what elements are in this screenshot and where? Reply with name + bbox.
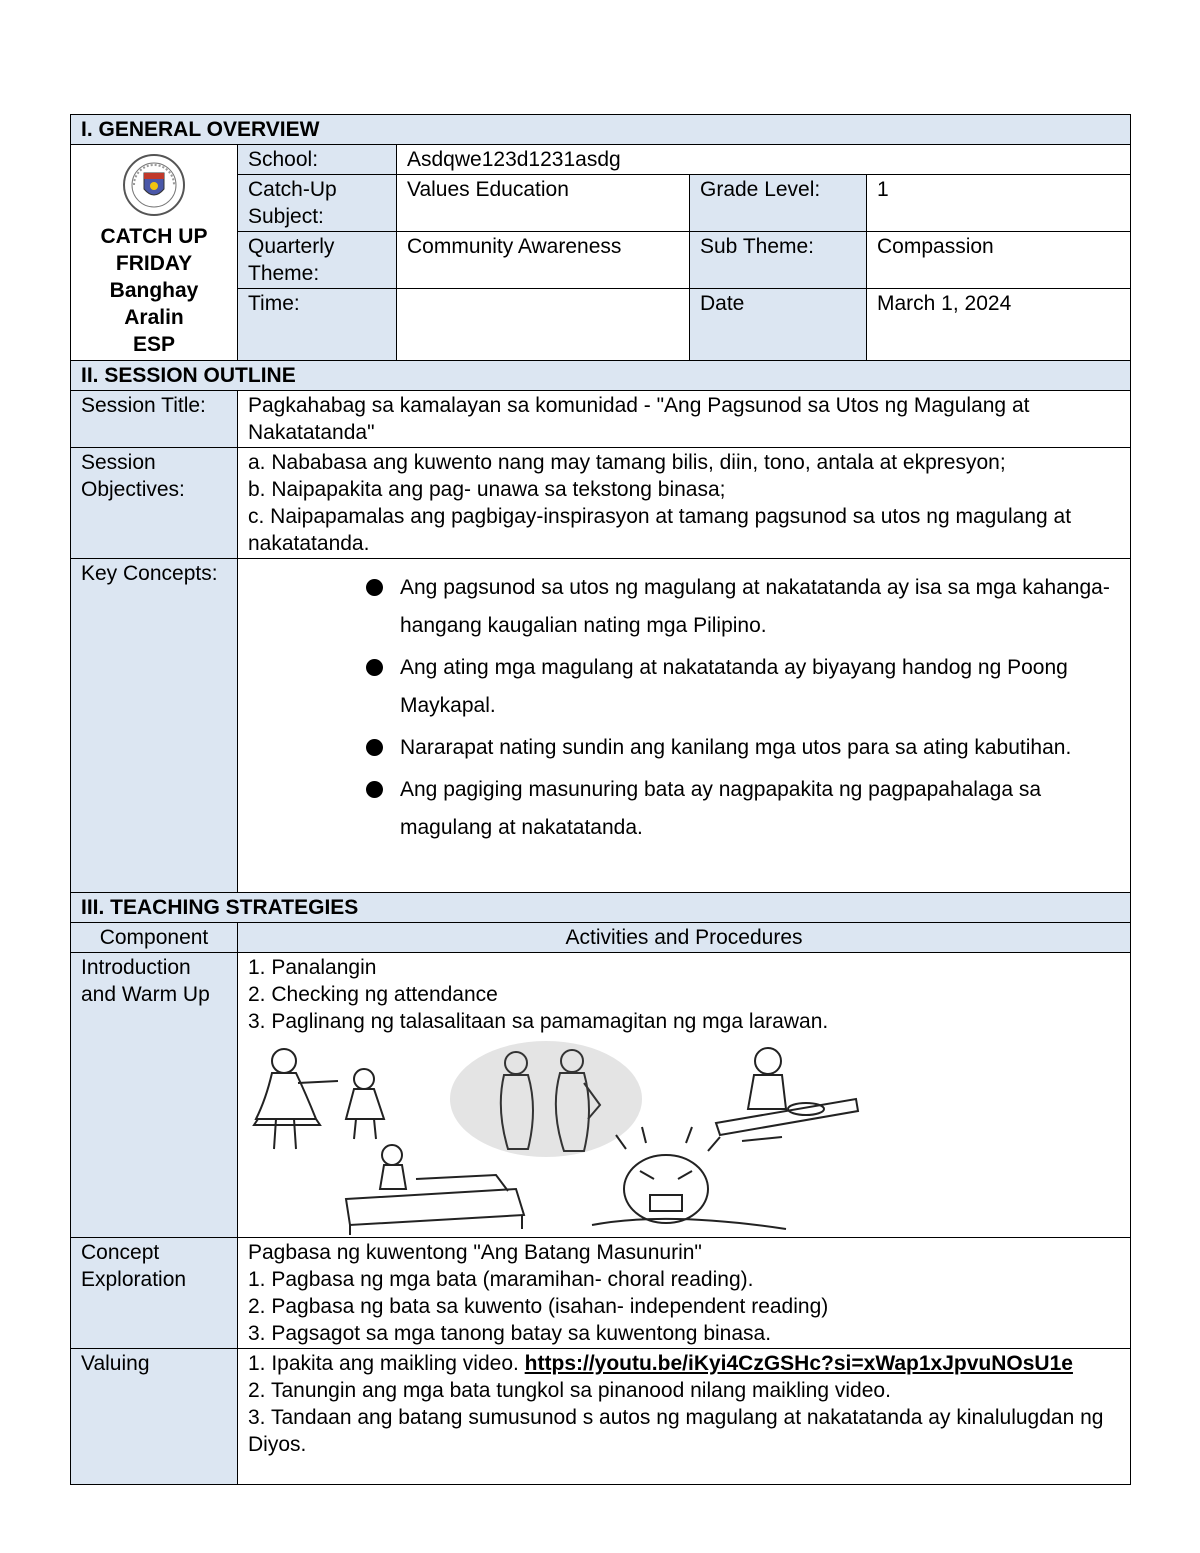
section-heading-overview: I. GENERAL OVERVIEW	[71, 115, 1131, 145]
bullet-icon	[366, 579, 383, 596]
picture-girl-washing	[716, 1048, 858, 1141]
grade-level-label: Grade Level:	[690, 175, 867, 232]
logo-cell	[71, 145, 238, 361]
quarterly-theme-value: Community Awareness	[397, 232, 690, 289]
key-concepts-list	[238, 559, 1131, 893]
vocabulary-pictures	[246, 1039, 886, 1237]
school-value: Asdqwe123d1231asdg	[397, 145, 1131, 175]
valuing-activities	[238, 1349, 1131, 1485]
section-heading-outline: II. SESSION OUTLINE	[71, 361, 1131, 391]
intro-warmup-label: Introduction and Warm Up	[71, 953, 238, 1238]
time-value	[397, 289, 690, 361]
concept-text: Ang pagsunod sa utos ng magulang at nakatatanda ay isa sa mga kahanga-hangang kaugalian nating mga Pilipino.	[400, 576, 1110, 637]
activity-item: 1. Panalangin	[248, 956, 377, 979]
concept-text: Ang ating mga magulang at nakatatanda ay biyayang handog ng Poong Maykapal.	[400, 656, 1068, 717]
activity-item: 2. Tanungin ang mga bata tungkol sa pinanood nilang maikling video.	[248, 1379, 891, 1402]
activity-item: 2. Pagbasa ng bata sa kuwento (isahan- independent reading)	[248, 1295, 829, 1318]
activity-item: 3. Pagsagot sa mga tanong batay sa kuwentong binasa.	[248, 1322, 772, 1345]
picture-crying-child	[592, 1127, 786, 1229]
section-heading-strategies: III. TEACHING STRATEGIES	[71, 893, 1131, 923]
objective-item: a. Nababasa ang kuwento nang may tamang bilis, diin, tono, antala at ekpresyon;	[248, 451, 1006, 474]
concept-item	[248, 729, 1120, 767]
session-title-value: Pagkahabag sa kamalayan sa komunidad - "Ang Pagsunod sa Utos ng Magulang at Nakatatanda"	[238, 391, 1131, 448]
concept-text: Nararapat nating sundin ang kanilang mga utos para sa ating kabutihan.	[400, 736, 1072, 759]
logo-text-line: CATCH UP	[100, 225, 208, 248]
video-link[interactable]: https://youtu.be/iKyi4CzGSHc?si=xWap1xJpvuNOsU1e	[524, 1352, 1073, 1375]
intro-warmup-activities	[238, 953, 1131, 1238]
quarterly-theme-label: Quarterly Theme:	[238, 232, 397, 289]
concept-item	[248, 569, 1120, 645]
concept-exploration-activities	[238, 1238, 1131, 1349]
objective-item: b. Naipapakita ang pag- unawa sa tekstong binasa;	[248, 478, 726, 501]
sub-theme-value: Compassion	[867, 232, 1131, 289]
lesson-plan-table	[70, 114, 1131, 1485]
sub-theme-label: Sub Theme:	[690, 232, 867, 289]
session-objectives-list	[238, 448, 1131, 559]
activity-item: 1. Pagbasa ng mga bata (maramihan- choral reading).	[248, 1268, 754, 1291]
concept-text: Ang pagiging masunuring bata ay nagpapakita ng pagpapahalaga sa magulang at nakatatanda.	[400, 778, 1042, 839]
logo-text-line: Aralin	[124, 306, 184, 329]
date-value: March 1, 2024	[867, 289, 1131, 361]
logo-text-line: Banghay	[109, 279, 199, 302]
date-label: Date	[690, 289, 867, 361]
concept-item	[248, 771, 1120, 847]
logo-text-line: ESP	[132, 333, 176, 356]
objective-item: c. Naipapamalas ang pagbigay-inspirasyon at tamang pagsunod sa utos ng magulang at nakatatanda.	[248, 505, 1072, 555]
activity-item: Pagbasa ng kuwentong "Ang Batang Masunurin"	[248, 1241, 702, 1264]
concept-item	[248, 649, 1120, 725]
picture-mother-child	[254, 1049, 384, 1149]
key-concepts-label: Key Concepts:	[71, 559, 238, 893]
component-header: Component	[71, 923, 238, 953]
picture-bed-making	[346, 1145, 524, 1235]
time-label: Time:	[238, 289, 397, 361]
activities-header: Activities and Procedures	[238, 923, 1131, 953]
picture-two-women	[450, 1041, 642, 1157]
video-item-text: 1. Ipakita ang maikling video.	[248, 1352, 525, 1375]
bullet-icon	[366, 781, 383, 798]
logo-text-line: FRIDAY	[115, 252, 193, 275]
activity-item: 3. Paglinang ng talasalitaan sa pamamagitan ng mga larawan.	[248, 1010, 829, 1033]
grade-level-value: 1	[867, 175, 1131, 232]
activity-item: 3. Tandaan ang batang sumusunod s autos ng magulang at nakatatanda ay kinalulugdan ng Diyos.	[248, 1406, 1104, 1456]
activity-item	[248, 1350, 1120, 1377]
valuing-label: Valuing	[71, 1349, 238, 1485]
subject-label: Catch-Up Subject:	[238, 175, 397, 232]
session-objectives-label: Session Objectives:	[71, 448, 238, 559]
bullet-icon	[366, 739, 383, 756]
lesson-plan-document	[70, 114, 1130, 1485]
activity-item: 2. Checking ng attendance	[248, 983, 498, 1006]
deped-seal-logo	[122, 153, 186, 217]
school-label: School:	[238, 145, 397, 175]
session-title-label: Session Title:	[71, 391, 238, 448]
bullet-icon	[366, 659, 383, 676]
concept-exploration-label: Concept Exploration	[71, 1238, 238, 1349]
subject-value: Values Education	[397, 175, 690, 232]
